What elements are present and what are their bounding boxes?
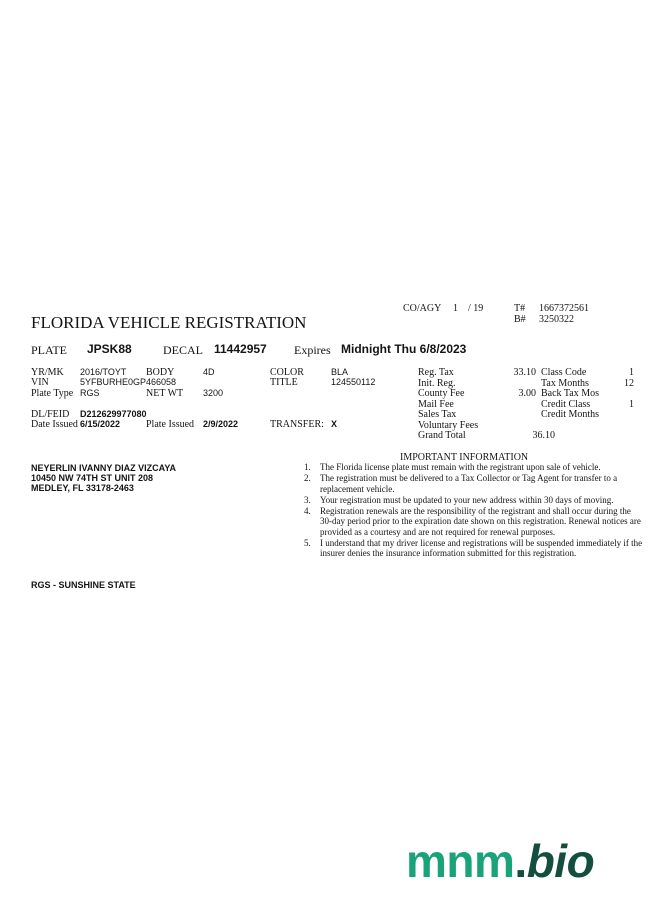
plate-issued-label: Plate Issued bbox=[146, 419, 195, 430]
county-fee-label: County Fee bbox=[418, 388, 465, 399]
credit-class-value: 1 bbox=[629, 398, 634, 410]
voluntary-fees-label: Voluntary Fees bbox=[418, 419, 479, 431]
date-issued-value: 6/15/2022 bbox=[80, 419, 121, 429]
body-label: BODY bbox=[146, 367, 175, 378]
class-code-label: Class Code bbox=[541, 367, 587, 378]
logo-part-mnm: mnm bbox=[406, 835, 515, 887]
tax-months-value: 12 bbox=[624, 377, 634, 389]
plate-issued-value: 2/9/2022 bbox=[203, 419, 239, 429]
fees-table bbox=[418, 367, 555, 447]
list-item: 3. Your registration must be updated to your new address within 30 days of moving. bbox=[304, 494, 614, 505]
title-number-value: 124550112 bbox=[331, 377, 376, 387]
back-tax-mos-label: Back Tax Mos bbox=[541, 388, 599, 399]
list-item: 5. I understand that my driver license and registrations will be suspended immediately if the insurer denies the insurance information submitted for this registration. bbox=[304, 537, 643, 559]
co-agy-suffix: / 19 bbox=[468, 303, 484, 314]
county-fee-value: 3.00 bbox=[518, 388, 536, 399]
transfer-value: X bbox=[331, 419, 338, 429]
b-number-value: 3250322 bbox=[539, 314, 574, 325]
credit-class-label: Credit Class bbox=[541, 398, 591, 410]
reg-tax-value: 33.10 bbox=[513, 367, 536, 378]
grand-total-value: 36.10 bbox=[532, 430, 555, 441]
tax-months-label: Tax Months bbox=[541, 377, 589, 389]
document-title: FLORIDA VEHICLE REGISTRATION bbox=[31, 313, 307, 332]
plate-label: PLATE bbox=[31, 343, 67, 357]
mail-fee-label: Mail Fee bbox=[418, 398, 454, 410]
decal-label: DECAL bbox=[163, 343, 203, 357]
vin-label: VIN bbox=[31, 377, 49, 388]
plate-slogan: RGS - SUNSHINE STATE bbox=[31, 580, 136, 590]
owner-address-line2: MEDLEY, FL 33178-2463 bbox=[31, 483, 134, 493]
owner-address-line1: 10450 NW 74TH ST UNIT 208 bbox=[31, 473, 154, 483]
credit-months-label: Credit Months bbox=[541, 409, 600, 420]
class-code-value: 1 bbox=[629, 367, 634, 378]
dlfeid-label: DL/FEID bbox=[31, 409, 70, 420]
list-item: 4. Registration renewals are the responsibility of the registrant and shall occur during the 30-day period prior to the expiration date shown on this registration. Renewal notices are provided as a courtesy and are not required for renewal purposes. bbox=[304, 505, 641, 537]
important-info-list bbox=[304, 462, 644, 559]
expires-value: Midnight Thu 6/8/2023 bbox=[341, 342, 467, 356]
decal-value: 11442957 bbox=[214, 342, 267, 356]
plate-type-value: RGS bbox=[80, 388, 100, 398]
plate-value: JPSK88 bbox=[87, 342, 132, 356]
co-agy-label: CO/AGY bbox=[403, 303, 442, 314]
vin-value: 5YFBURHE0GP466058 bbox=[80, 377, 177, 387]
init-reg-label: Init. Reg. bbox=[418, 377, 456, 389]
list-item: 1. The Florida license plate must remain with the registrant upon sale of vehicle. bbox=[304, 462, 601, 472]
yrmk-label: YR/MK bbox=[31, 367, 64, 378]
t-number-value: 1667372561 bbox=[539, 303, 589, 314]
logo-part-bio: bio bbox=[526, 835, 595, 887]
owner-name: NEYERLIN IVANNY DIAZ VIZCAYA bbox=[31, 463, 177, 473]
co-agy-value: 1 bbox=[453, 303, 458, 314]
body-value: 4D bbox=[203, 367, 215, 377]
plate-type-label: Plate Type bbox=[31, 388, 74, 399]
net-wt-label: NET WT bbox=[146, 388, 184, 399]
important-info-heading: IMPORTANT INFORMATION bbox=[400, 452, 529, 463]
expires-label: Expires bbox=[294, 343, 331, 357]
date-issued-label: Date Issued bbox=[31, 419, 78, 430]
transfer-label: TRANSFER: bbox=[270, 419, 324, 430]
mnm-bio-logo bbox=[406, 834, 594, 888]
b-number-label: B# bbox=[514, 314, 526, 325]
list-item: 2. The registration must be delivered to a Tax Collector or Tag Agent for transfer to a replacement vehicle. bbox=[304, 472, 618, 494]
yrmk-value: 2016/TOYT bbox=[80, 367, 127, 377]
t-number-label: T# bbox=[514, 303, 526, 314]
net-wt-value: 3200 bbox=[203, 388, 224, 398]
color-value: BLA bbox=[331, 367, 349, 377]
reg-tax-label: Reg. Tax bbox=[418, 367, 454, 378]
sales-tax-label: Sales Tax bbox=[418, 409, 457, 420]
logo-dot: . bbox=[514, 835, 527, 887]
color-label: COLOR bbox=[270, 367, 304, 378]
grand-total-label: Grand Total bbox=[418, 430, 466, 441]
title-number-label: TITLE bbox=[270, 377, 298, 388]
dlfeid-value: D212629977080 bbox=[80, 409, 147, 419]
